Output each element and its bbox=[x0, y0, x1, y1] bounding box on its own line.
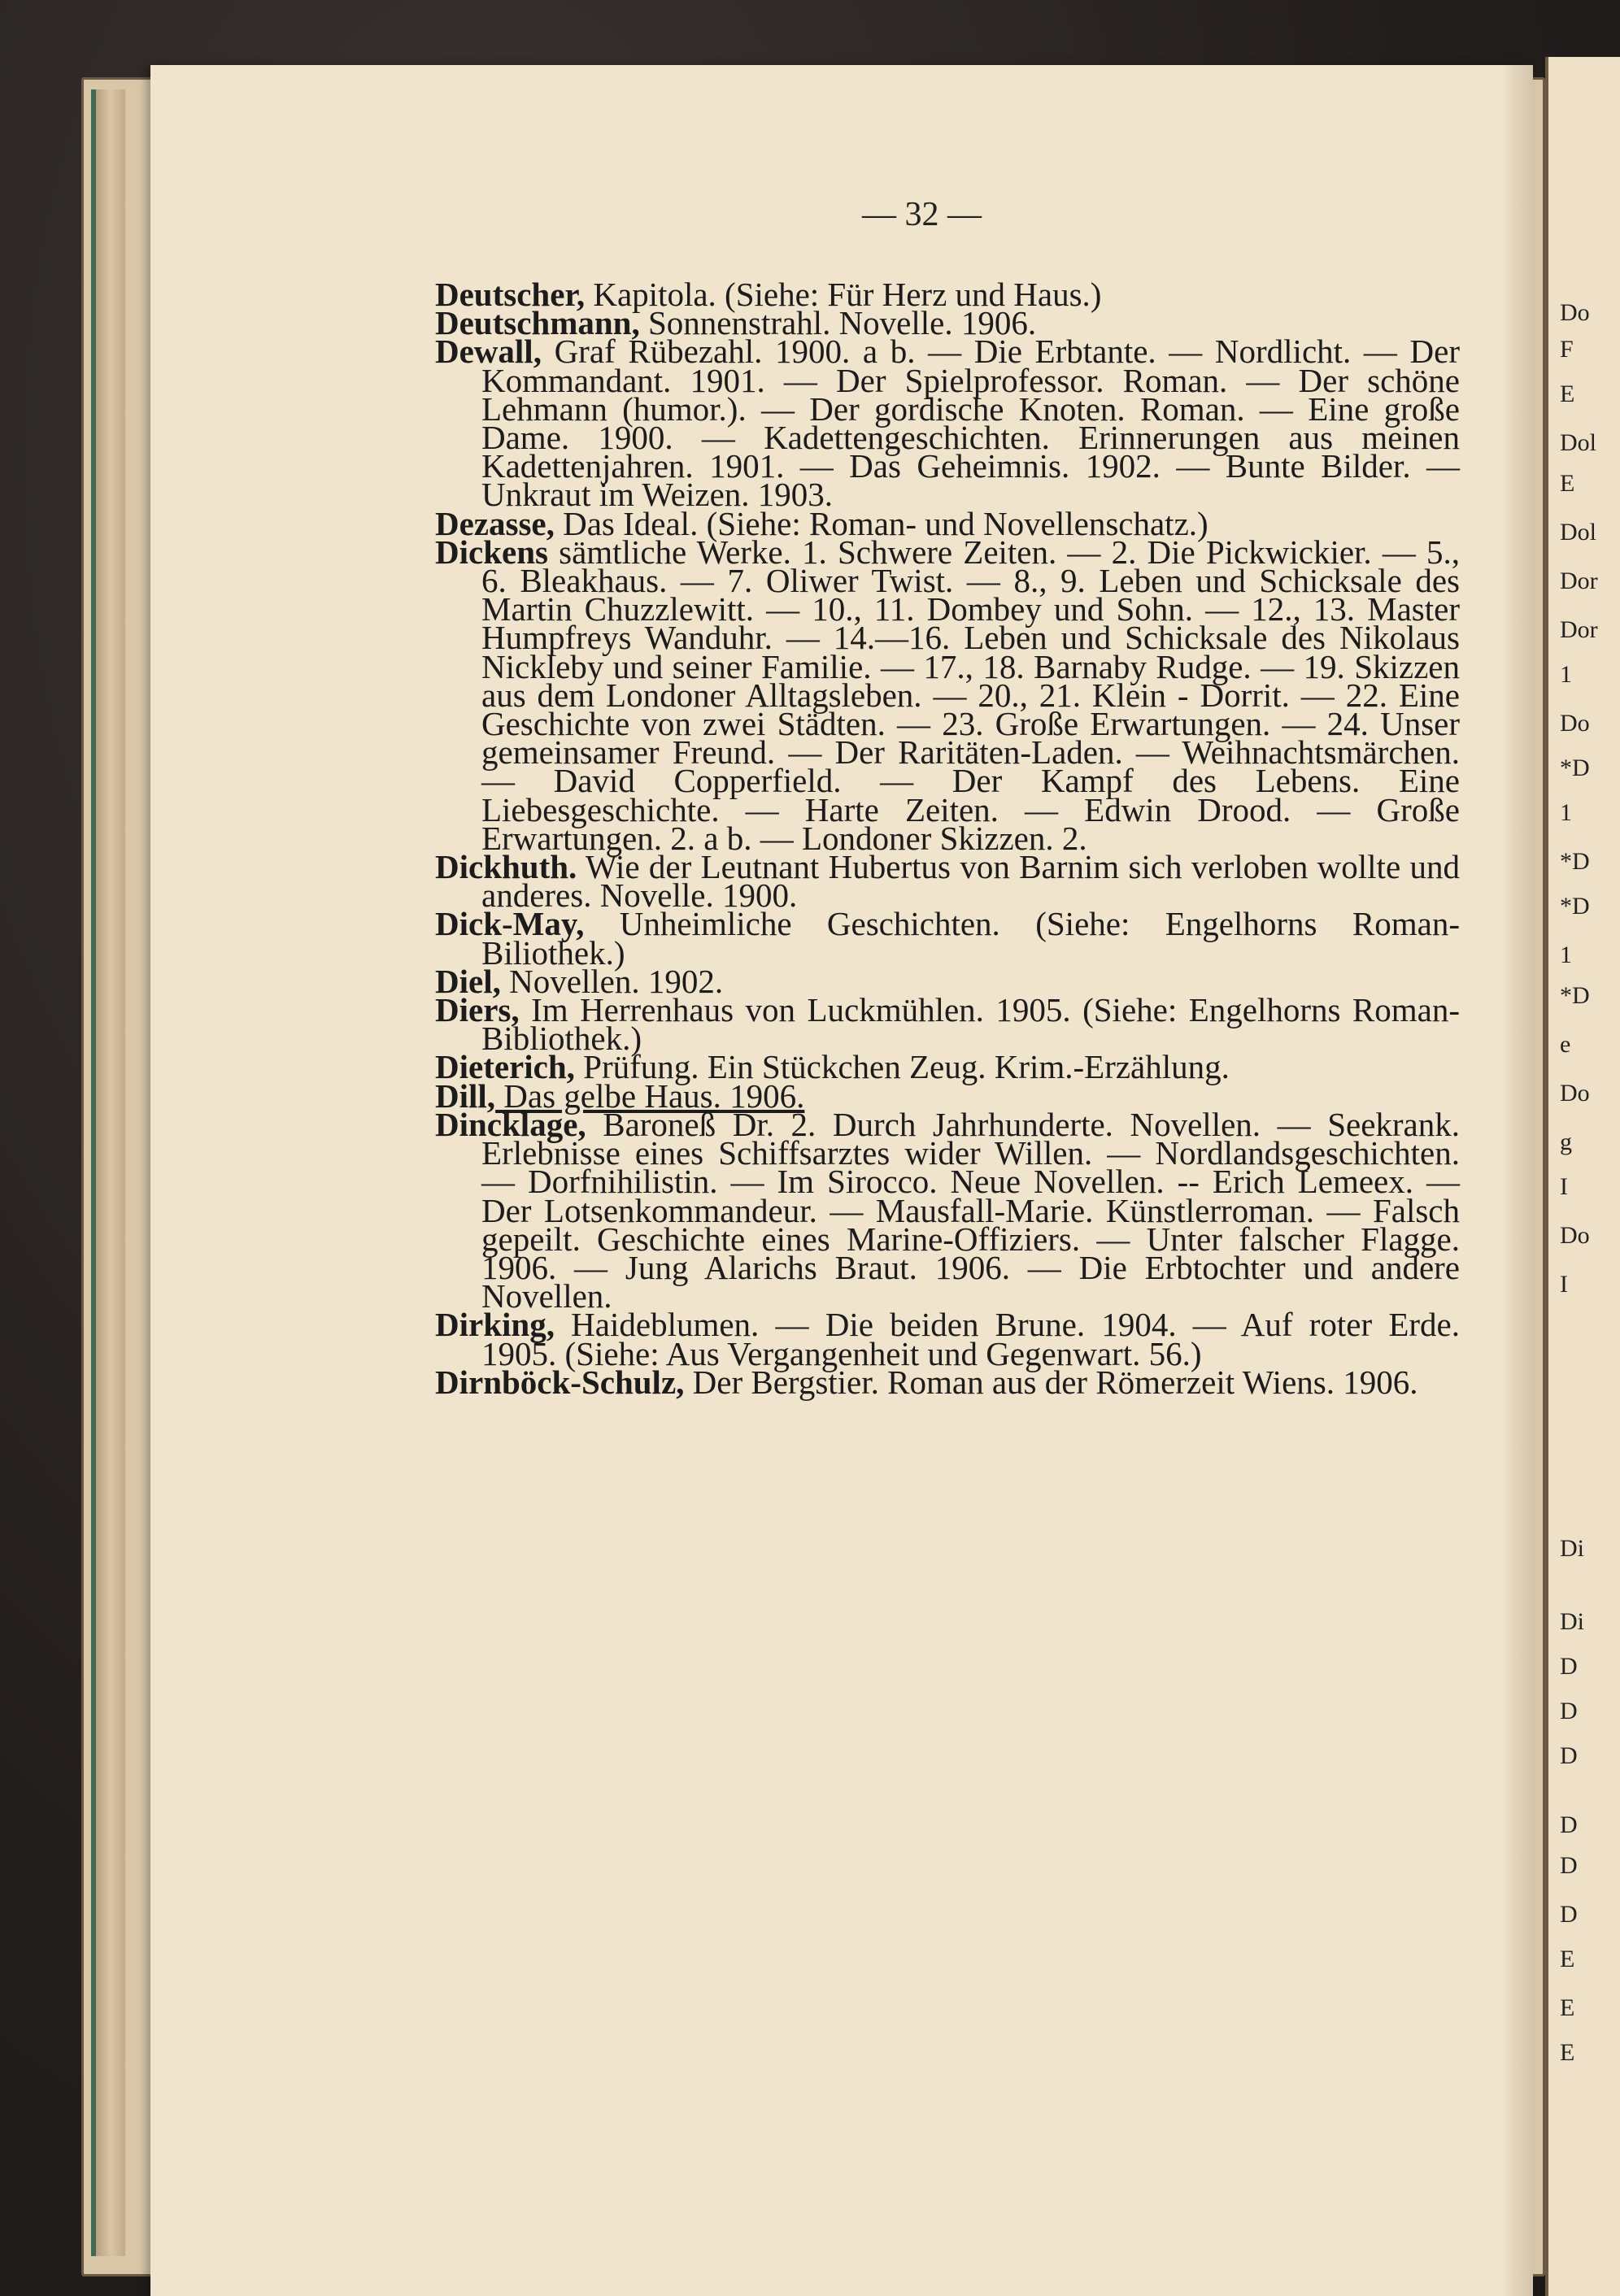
entry-headword: Dick-May, bbox=[435, 905, 585, 943]
facing-page-fragment: g bbox=[1560, 1128, 1572, 1155]
entry bbox=[435, 1363, 1460, 1401]
entry-headword: Deutscher, bbox=[435, 276, 586, 313]
facing-page-fragment: *D bbox=[1560, 893, 1590, 920]
facing-page-fragment: E bbox=[1560, 2039, 1575, 2066]
entry-headword: Diel, bbox=[435, 962, 501, 1000]
facing-page-fragment: *D bbox=[1560, 848, 1590, 875]
facing-page-fragment: Dol bbox=[1560, 429, 1596, 456]
facing-page-fragment: Di bbox=[1560, 1535, 1584, 1562]
facing-page-fragment: Dor bbox=[1560, 616, 1598, 643]
facing-page-fragment: Do bbox=[1560, 1222, 1590, 1249]
entry-text: Prüfung. Ein Stückchen Zeug. Krim.-Erzählung. bbox=[574, 1048, 1230, 1086]
entry-text: Kapitola. (Siehe: Für Herz und Haus.) bbox=[585, 276, 1102, 313]
entry-headword: Dezasse, bbox=[435, 504, 555, 542]
entry-text: Baroneß Dr. 2. Durch Jahrhunderte. Novellen. — Seekrank. Erlebnisse eines Schiffsarztes wider Willen. — Nordlandsgeschichten. — Dorfnihilistin. — Im Sirocco. Neue Novellen. -- Erich Lemeex. — Der Lotsenkommandeur. — Mausfall-Marie. Künstlerroman. — Falsch gepeilt. Geschichte eines Marine-Offiziers. — Unter falscher Flagge. 1906. — Jung Alarichs Braut. 1906. — Die Erbtochter und andere Novellen. bbox=[481, 1105, 1460, 1315]
facing-page-fragment: 1 bbox=[1560, 661, 1572, 688]
facing-page-edge bbox=[1545, 57, 1620, 2296]
entry bbox=[435, 333, 1460, 514]
entry-headword: Dickhuth. bbox=[435, 848, 577, 886]
entry-text: Unheimliche Geschichten. (Siehe: Engelhorns Roman-Biliothek.) bbox=[481, 905, 1460, 972]
entry-headword: Dirking, bbox=[435, 1306, 555, 1344]
entry-text: Im Herrenhaus von Luckmühlen. 1905. (Siehe: Engelhorns Roman-Bibliothek.) bbox=[481, 991, 1460, 1058]
entry bbox=[435, 1105, 1460, 1315]
facing-page-fragment: Do bbox=[1560, 299, 1590, 326]
entry-headword: Dieterich, bbox=[435, 1048, 575, 1086]
book-spine-edge bbox=[91, 89, 125, 2256]
entry-text: Wie der Leutnant Hubertus von Barnim sich verloben wollte und anderes. Novelle. 1900. bbox=[481, 848, 1460, 915]
facing-page-fragment: I bbox=[1560, 1173, 1568, 1200]
entry bbox=[435, 905, 1460, 972]
entry-headword: Dincklage, bbox=[435, 1105, 586, 1143]
facing-page-fragment: D bbox=[1560, 1901, 1578, 1928]
facing-page-fragment: D bbox=[1560, 1852, 1578, 1879]
facing-page-fragment: 1 bbox=[1560, 799, 1572, 826]
entry bbox=[435, 991, 1460, 1058]
facing-page-fragment: E bbox=[1560, 1994, 1575, 2021]
facing-page-fragment: E bbox=[1560, 380, 1575, 407]
page-text bbox=[435, 276, 1460, 1401]
facing-page-fragment: D bbox=[1560, 1811, 1578, 1838]
entry-headword: Diers, bbox=[435, 991, 520, 1029]
entry-text: Das gelbe Haus. 1906. bbox=[495, 1076, 805, 1115]
entry-text: Der Bergstier. Roman aus der Römerzeit Wiens. 1906. bbox=[684, 1363, 1418, 1401]
entry-headword: Dewall, bbox=[435, 333, 542, 371]
facing-page-fragment: *D bbox=[1560, 982, 1590, 1009]
facing-page-fragment: Di bbox=[1560, 1608, 1584, 1635]
facing-page-fragment: E bbox=[1560, 470, 1575, 497]
facing-page-fragment: Do bbox=[1560, 1080, 1590, 1107]
facing-page-fragment: E bbox=[1560, 1946, 1575, 1972]
entry-text: Sonnenstrahl. Novelle. 1906. bbox=[639, 304, 1037, 342]
entry bbox=[435, 1306, 1460, 1372]
facing-page-fragment: D bbox=[1560, 1742, 1578, 1769]
entry-text: Novellen. 1902. bbox=[500, 962, 724, 1000]
facing-page-fragment: D bbox=[1560, 1653, 1578, 1680]
entry-headword: Dill, bbox=[435, 1076, 496, 1115]
entry-headword: Deutschmann, bbox=[435, 304, 640, 342]
facing-page-fragment: Dor bbox=[1560, 567, 1598, 594]
entry-headword: Dirnböck-Schulz, bbox=[435, 1363, 685, 1401]
entry-text: sämtliche Werke. 1. Schwere Zeiten. — 2. Die Pickwickier. — 5., 6. Bleakhaus. — 7. Oliwer Twist. — 8., 9. Leben und Schicksale des Martin Chuzzlewitt. — 10., 11. Dombey und Sohn. — 12., 13. Master Humpfreys Wanduhr. — 14.—16. Leben und Schicksale des Nikolaus Nickleby und seiner Familie. — 17., 18. Barnaby Rudge. — 19. Skizzen aus dem Londoner Alltagsleben. — 20., 21. Klein - Dorrit. — 22. Eine Geschichte von zwei Städten. — 23. Große Erwartungen. — 24. Unser gemeinsamer Freund. — Der Raritäten-Laden. — Weihnachtsmärchen. — David Copperfield. — Der Kampf des Lebens. Eine Liebesgeschichte. — Harte Zeiten. — Edwin Drood. — Große Erwartungen. 2. a b. — Londoner Skizzen. 2. bbox=[481, 533, 1460, 857]
facing-page-fragment: e bbox=[1560, 1031, 1571, 1058]
page-number: — 32 — bbox=[862, 196, 982, 233]
facing-page-fragment: D bbox=[1560, 1698, 1578, 1724]
facing-page-fragment: Do bbox=[1560, 710, 1590, 737]
entry bbox=[435, 533, 1460, 857]
entry bbox=[435, 848, 1460, 915]
facing-page-fragment: 1 bbox=[1560, 941, 1572, 968]
entry-headword: Dickens bbox=[435, 533, 548, 571]
facing-page-fragment: *D bbox=[1560, 754, 1590, 781]
facing-page-fragment: F bbox=[1560, 336, 1574, 363]
entry-text: Das Ideal. (Siehe: Roman- und Novellenschatz.) bbox=[554, 504, 1208, 542]
entry-text: Graf Rübezahl. 1900. a b. — Die Erbtante. — Nordlicht. — Der Kommandant. 1901. — Der Spielprofessor. Roman. — Der schöne Lehmann (humor.). — Der gordische Knoten. Roman. — Eine große Dame. 1900. — Kadettengeschichten. Erinnerungen aus meinen Kadettenjahren. 1901. — Das Geheimnis. 1902. — Bunte Bilder. — Unkraut im Weizen. 1903. bbox=[481, 333, 1460, 514]
facing-page-fragment: Dol bbox=[1560, 519, 1596, 546]
entry-text: Haideblumen. — Die beiden Brune. 1904. — Auf roter Erde. 1905. (Siehe: Aus Vergangenheit und Gegenwart. 56.) bbox=[481, 1306, 1460, 1372]
facing-page-fragment: I bbox=[1560, 1271, 1568, 1298]
